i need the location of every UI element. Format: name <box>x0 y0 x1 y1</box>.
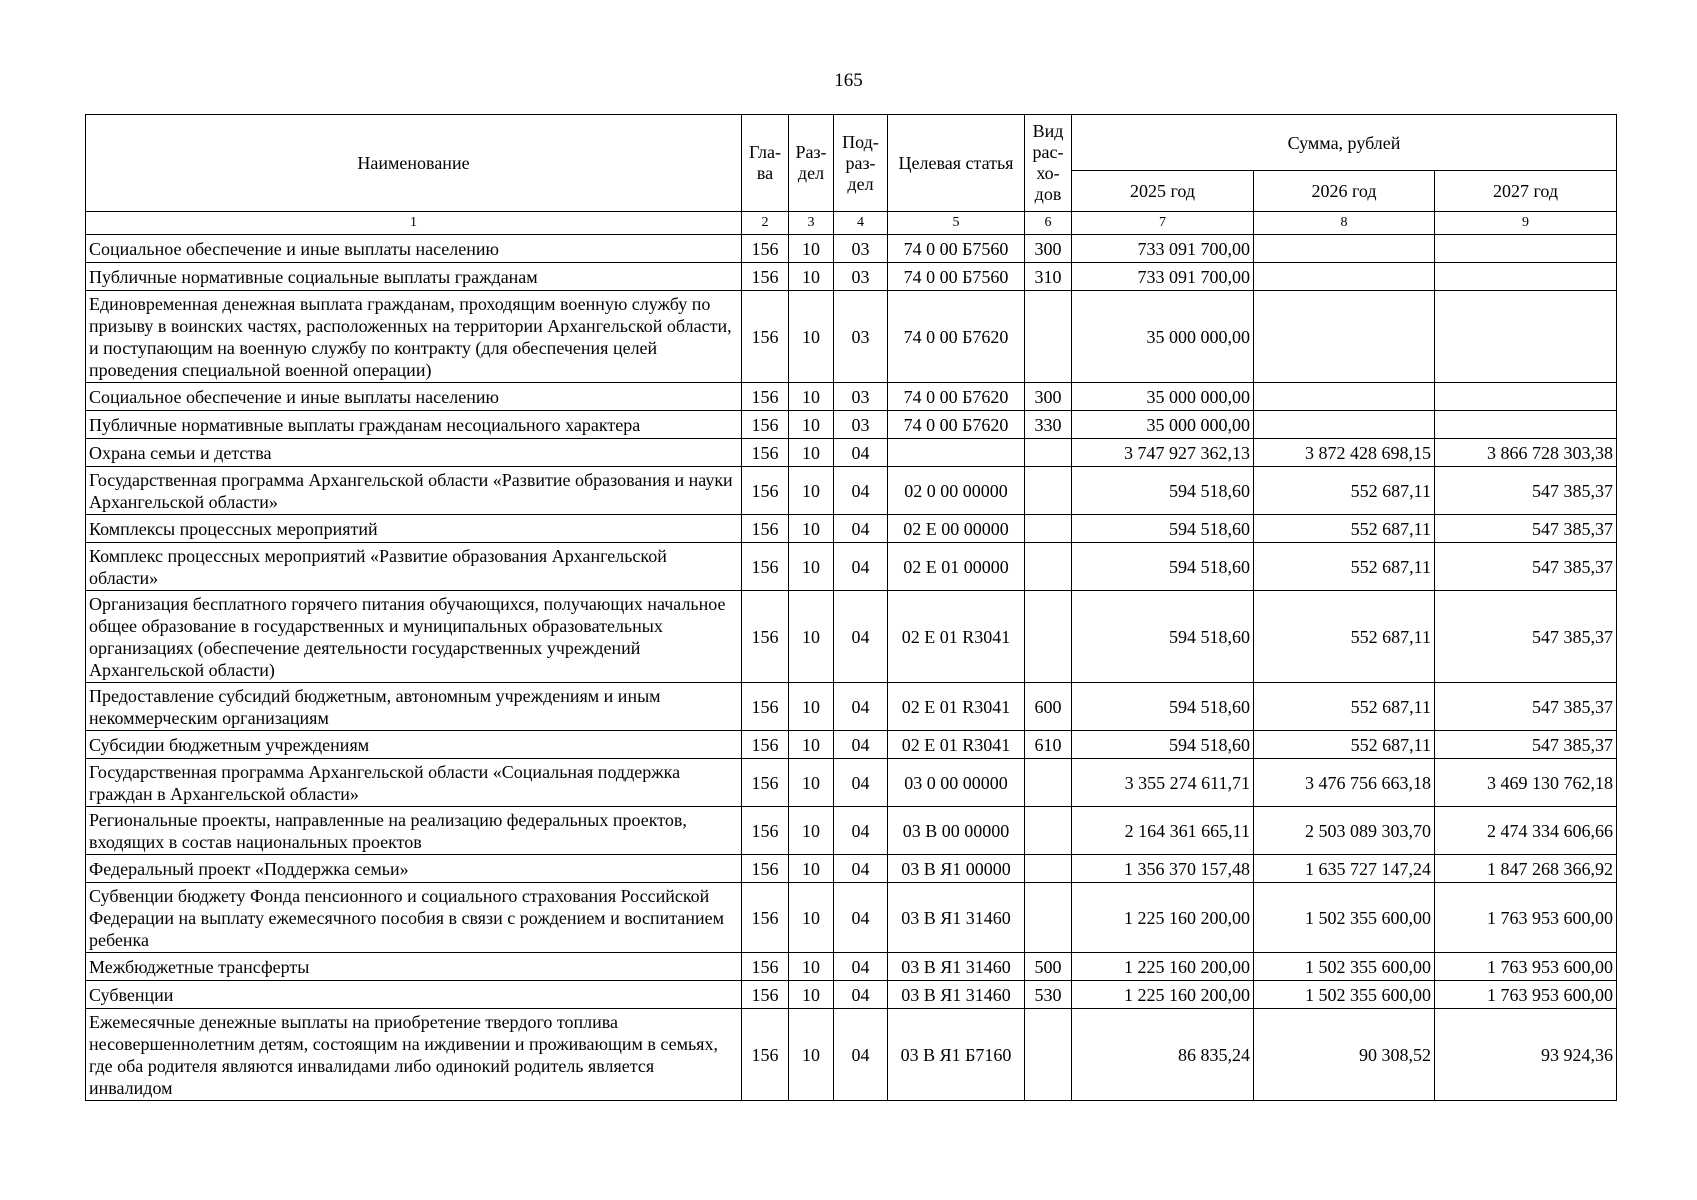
row-podrazdel: 03 <box>834 411 888 439</box>
row-sum-2026: 552 687,11 <box>1254 467 1435 515</box>
header-target: Целевая статья <box>888 115 1025 212</box>
table-row <box>86 411 1617 439</box>
row-podrazdel: 04 <box>834 807 888 855</box>
row-name: Единовременная денежная выплата гражданам, проходящим военную службу по призыву в воинских частях, расположенных на территории Архангельской области, и поступающим на военную службу по контракту (для обеспечения целей проведения специальной военной операции) <box>86 291 742 383</box>
row-podrazdel: 04 <box>834 439 888 467</box>
row-name: Ежемесячные денежные выплаты на приобретение твердого топлива несовершеннолетним детям, состоящим на иждивении и проживающим в семьях, где оба родителя являются инвалидами либо одинокий родитель является инвалидом <box>86 1009 742 1101</box>
row-razdel: 10 <box>789 883 834 953</box>
row-glava: 156 <box>742 759 789 807</box>
row-name: Социальное обеспечение и иные выплаты населению <box>86 235 742 263</box>
row-vid <box>1025 439 1072 467</box>
column-number-row <box>86 212 1617 235</box>
row-vid <box>1025 515 1072 543</box>
table-row <box>86 683 1617 731</box>
row-razdel: 10 <box>789 235 834 263</box>
row-vid <box>1025 807 1072 855</box>
row-vid <box>1025 855 1072 883</box>
row-sum-2027 <box>1435 411 1617 439</box>
row-name: Предоставление субсидий бюджетным, автономным учреждениям и иным некоммерческим организациям <box>86 683 742 731</box>
row-podrazdel: 03 <box>834 263 888 291</box>
row-sum-2027: 547 385,37 <box>1435 731 1617 759</box>
row-vid <box>1025 591 1072 683</box>
row-sum-2026: 1 502 355 600,00 <box>1254 981 1435 1009</box>
row-target: 02 Е 01 R3041 <box>888 731 1025 759</box>
row-sum-2027: 547 385,37 <box>1435 515 1617 543</box>
header-2026: 2026 год <box>1254 171 1435 212</box>
row-sum-2025: 35 000 000,00 <box>1072 291 1254 383</box>
row-target: 03 В Я1 31460 <box>888 883 1025 953</box>
row-glava: 156 <box>742 953 789 981</box>
row-glava: 156 <box>742 411 789 439</box>
row-glava: 156 <box>742 467 789 515</box>
column-number: 6 <box>1025 212 1072 235</box>
row-razdel: 10 <box>789 591 834 683</box>
row-sum-2025: 594 518,60 <box>1072 543 1254 591</box>
row-vid: 310 <box>1025 263 1072 291</box>
row-sum-2026 <box>1254 291 1435 383</box>
row-glava: 156 <box>742 1009 789 1101</box>
header-name: Наименование <box>86 115 742 212</box>
row-razdel: 10 <box>789 467 834 515</box>
row-podrazdel: 04 <box>834 515 888 543</box>
row-sum-2026 <box>1254 411 1435 439</box>
row-razdel: 10 <box>789 291 834 383</box>
column-number: 5 <box>888 212 1025 235</box>
row-name: Межбюджетные трансферты <box>86 953 742 981</box>
row-razdel: 10 <box>789 855 834 883</box>
row-sum-2025: 1 225 160 200,00 <box>1072 883 1254 953</box>
row-vid: 610 <box>1025 731 1072 759</box>
header-razdel: Раз-дел <box>789 115 834 212</box>
row-vid <box>1025 1009 1072 1101</box>
table-row <box>86 1009 1617 1101</box>
row-sum-2025: 594 518,60 <box>1072 731 1254 759</box>
row-target: 02 Е 01 R3041 <box>888 591 1025 683</box>
row-vid <box>1025 759 1072 807</box>
row-vid <box>1025 543 1072 591</box>
row-sum-2027: 1 763 953 600,00 <box>1435 981 1617 1009</box>
table-row <box>86 515 1617 543</box>
row-target <box>888 439 1025 467</box>
row-name: Охрана семьи и детства <box>86 439 742 467</box>
row-sum-2025: 594 518,60 <box>1072 683 1254 731</box>
row-name: Социальное обеспечение и иные выплаты населению <box>86 383 742 411</box>
row-sum-2027: 2 474 334 606,66 <box>1435 807 1617 855</box>
row-podrazdel: 04 <box>834 543 888 591</box>
row-name: Организация бесплатного горячего питания обучающихся, получающих начальное общее образование в государственных и муниципальных образовательных организациях (обеспечение деятельности государственных учреждений Архангельской области) <box>86 591 742 683</box>
column-number: 9 <box>1435 212 1617 235</box>
row-sum-2025: 3 747 927 362,13 <box>1072 439 1254 467</box>
row-podrazdel: 04 <box>834 953 888 981</box>
row-sum-2025: 86 835,24 <box>1072 1009 1254 1101</box>
row-sum-2026 <box>1254 235 1435 263</box>
row-sum-2026: 1 635 727 147,24 <box>1254 855 1435 883</box>
table-row <box>86 731 1617 759</box>
row-razdel: 10 <box>789 683 834 731</box>
row-sum-2025: 1 356 370 157,48 <box>1072 855 1254 883</box>
budget-table <box>85 114 1617 1101</box>
row-name: Публичные нормативные социальные выплаты гражданам <box>86 263 742 291</box>
row-razdel: 10 <box>789 953 834 981</box>
row-sum-2027: 547 385,37 <box>1435 467 1617 515</box>
row-sum-2026: 552 687,11 <box>1254 515 1435 543</box>
row-sum-2027: 547 385,37 <box>1435 591 1617 683</box>
table-row <box>86 439 1617 467</box>
row-sum-2027: 3 866 728 303,38 <box>1435 439 1617 467</box>
row-sum-2027 <box>1435 291 1617 383</box>
row-name: Федеральный проект «Поддержка семьи» <box>86 855 742 883</box>
row-sum-2027: 1 763 953 600,00 <box>1435 953 1617 981</box>
budget-body <box>86 235 1617 1101</box>
row-name: Комплекс процессных мероприятий «Развитие образования Архангельской области» <box>86 543 742 591</box>
row-vid: 530 <box>1025 981 1072 1009</box>
row-glava: 156 <box>742 235 789 263</box>
row-sum-2026: 2 503 089 303,70 <box>1254 807 1435 855</box>
row-vid: 300 <box>1025 235 1072 263</box>
table-row <box>86 807 1617 855</box>
table-row <box>86 467 1617 515</box>
row-glava: 156 <box>742 981 789 1009</box>
row-vid <box>1025 883 1072 953</box>
row-sum-2027: 1 763 953 600,00 <box>1435 883 1617 953</box>
row-podrazdel: 04 <box>834 883 888 953</box>
table-row <box>86 235 1617 263</box>
row-glava: 156 <box>742 383 789 411</box>
header-glava: Гла-ва <box>742 115 789 212</box>
row-sum-2025: 35 000 000,00 <box>1072 383 1254 411</box>
row-glava: 156 <box>742 591 789 683</box>
row-razdel: 10 <box>789 543 834 591</box>
row-podrazdel: 04 <box>834 467 888 515</box>
table-row <box>86 759 1617 807</box>
row-sum-2027: 547 385,37 <box>1435 543 1617 591</box>
row-target: 03 В Я1 31460 <box>888 953 1025 981</box>
column-number: 4 <box>834 212 888 235</box>
row-sum-2027: 3 469 130 762,18 <box>1435 759 1617 807</box>
row-sum-2025: 733 091 700,00 <box>1072 235 1254 263</box>
column-number: 1 <box>86 212 742 235</box>
row-name: Субвенции бюджету Фонда пенсионного и социального страхования Российской Федерации на выплату ежемесячного пособия в связи с рождением и воспитанием ребенка <box>86 883 742 953</box>
header-2025: 2025 год <box>1072 171 1254 212</box>
row-razdel: 10 <box>789 1009 834 1101</box>
row-name: Субсидии бюджетным учреждениям <box>86 731 742 759</box>
row-sum-2025: 35 000 000,00 <box>1072 411 1254 439</box>
column-number: 7 <box>1072 212 1254 235</box>
row-glava: 156 <box>742 883 789 953</box>
row-sum-2027 <box>1435 263 1617 291</box>
row-sum-2027: 547 385,37 <box>1435 683 1617 731</box>
row-sum-2025: 3 355 274 611,71 <box>1072 759 1254 807</box>
row-target: 03 В Я1 00000 <box>888 855 1025 883</box>
row-sum-2026: 552 687,11 <box>1254 683 1435 731</box>
row-sum-2027: 93 924,36 <box>1435 1009 1617 1101</box>
table-row <box>86 591 1617 683</box>
table-row <box>86 543 1617 591</box>
row-sum-2025: 594 518,60 <box>1072 467 1254 515</box>
row-name: Субвенции <box>86 981 742 1009</box>
column-number: 8 <box>1254 212 1435 235</box>
row-sum-2027 <box>1435 235 1617 263</box>
row-target: 74 0 00 Б7620 <box>888 383 1025 411</box>
row-razdel: 10 <box>789 383 834 411</box>
row-glava: 156 <box>742 807 789 855</box>
row-vid: 330 <box>1025 411 1072 439</box>
row-razdel: 10 <box>789 981 834 1009</box>
row-name: Государственная программа Архангельской области «Развитие образования и науки Архангельской области» <box>86 467 742 515</box>
row-target: 74 0 00 Б7560 <box>888 263 1025 291</box>
table-row <box>86 291 1617 383</box>
row-razdel: 10 <box>789 515 834 543</box>
row-sum-2025: 594 518,60 <box>1072 515 1254 543</box>
row-name: Публичные нормативные выплаты гражданам несоциального характера <box>86 411 742 439</box>
row-razdel: 10 <box>789 759 834 807</box>
header-2027: 2027 год <box>1435 171 1617 212</box>
row-sum-2025: 733 091 700,00 <box>1072 263 1254 291</box>
row-name: Комплексы процессных мероприятий <box>86 515 742 543</box>
table-row <box>86 953 1617 981</box>
row-sum-2026: 552 687,11 <box>1254 731 1435 759</box>
row-podrazdel: 03 <box>834 235 888 263</box>
row-podrazdel: 04 <box>834 731 888 759</box>
table-row <box>86 855 1617 883</box>
row-vid <box>1025 467 1072 515</box>
row-glava: 156 <box>742 731 789 759</box>
row-target: 02 Е 01 00000 <box>888 543 1025 591</box>
row-target: 03 В Я1 Б7160 <box>888 1009 1025 1101</box>
row-glava: 156 <box>742 855 789 883</box>
row-razdel: 10 <box>789 439 834 467</box>
row-sum-2027: 1 847 268 366,92 <box>1435 855 1617 883</box>
row-podrazdel: 04 <box>834 1009 888 1101</box>
row-razdel: 10 <box>789 731 834 759</box>
row-sum-2026: 1 502 355 600,00 <box>1254 953 1435 981</box>
row-target: 02 Е 01 R3041 <box>888 683 1025 731</box>
row-glava: 156 <box>742 263 789 291</box>
row-target: 74 0 00 Б7620 <box>888 291 1025 383</box>
row-podrazdel: 03 <box>834 291 888 383</box>
table-row <box>86 883 1617 953</box>
row-sum-2025: 594 518,60 <box>1072 591 1254 683</box>
row-sum-2027 <box>1435 383 1617 411</box>
row-target: 03 В 00 00000 <box>888 807 1025 855</box>
page-number: 165 <box>834 70 863 91</box>
row-sum-2026 <box>1254 263 1435 291</box>
row-vid: 600 <box>1025 683 1072 731</box>
row-razdel: 10 <box>789 263 834 291</box>
row-target: 02 0 00 00000 <box>888 467 1025 515</box>
row-sum-2026: 3 872 428 698,15 <box>1254 439 1435 467</box>
row-razdel: 10 <box>789 807 834 855</box>
table-row <box>86 383 1617 411</box>
row-sum-2026: 552 687,11 <box>1254 591 1435 683</box>
row-target: 03 0 00 00000 <box>888 759 1025 807</box>
row-podrazdel: 04 <box>834 981 888 1009</box>
row-target: 74 0 00 Б7620 <box>888 411 1025 439</box>
row-glava: 156 <box>742 515 789 543</box>
row-vid: 300 <box>1025 383 1072 411</box>
row-target: 74 0 00 Б7560 <box>888 235 1025 263</box>
row-glava: 156 <box>742 439 789 467</box>
row-glava: 156 <box>742 683 789 731</box>
row-vid: 500 <box>1025 953 1072 981</box>
row-podrazdel: 04 <box>834 683 888 731</box>
row-sum-2026: 3 476 756 663,18 <box>1254 759 1435 807</box>
row-podrazdel: 03 <box>834 383 888 411</box>
row-razdel: 10 <box>789 411 834 439</box>
row-podrazdel: 04 <box>834 591 888 683</box>
row-sum-2025: 1 225 160 200,00 <box>1072 981 1254 1009</box>
header-sum: Сумма, рублей <box>1072 115 1617 171</box>
row-sum-2026: 1 502 355 600,00 <box>1254 883 1435 953</box>
header-podrazdel: Под-раз-дел <box>834 115 888 212</box>
row-sum-2026 <box>1254 383 1435 411</box>
table-row <box>86 263 1617 291</box>
row-podrazdel: 04 <box>834 855 888 883</box>
column-number: 3 <box>789 212 834 235</box>
row-name: Государственная программа Архангельской области «Социальная поддержка граждан в Архангельской области» <box>86 759 742 807</box>
row-name: Региональные проекты, направленные на реализацию федеральных проектов, входящих в состав национальных проектов <box>86 807 742 855</box>
row-podrazdel: 04 <box>834 759 888 807</box>
row-target: 03 В Я1 31460 <box>888 981 1025 1009</box>
row-sum-2025: 1 225 160 200,00 <box>1072 953 1254 981</box>
row-sum-2026: 90 308,52 <box>1254 1009 1435 1101</box>
row-target: 02 Е 00 00000 <box>888 515 1025 543</box>
row-sum-2026: 552 687,11 <box>1254 543 1435 591</box>
row-vid <box>1025 291 1072 383</box>
table-row <box>86 981 1617 1009</box>
row-glava: 156 <box>742 291 789 383</box>
row-sum-2025: 2 164 361 665,11 <box>1072 807 1254 855</box>
header-vid: Вид рас-хо-дов <box>1025 115 1072 212</box>
row-glava: 156 <box>742 543 789 591</box>
column-number: 2 <box>742 212 789 235</box>
